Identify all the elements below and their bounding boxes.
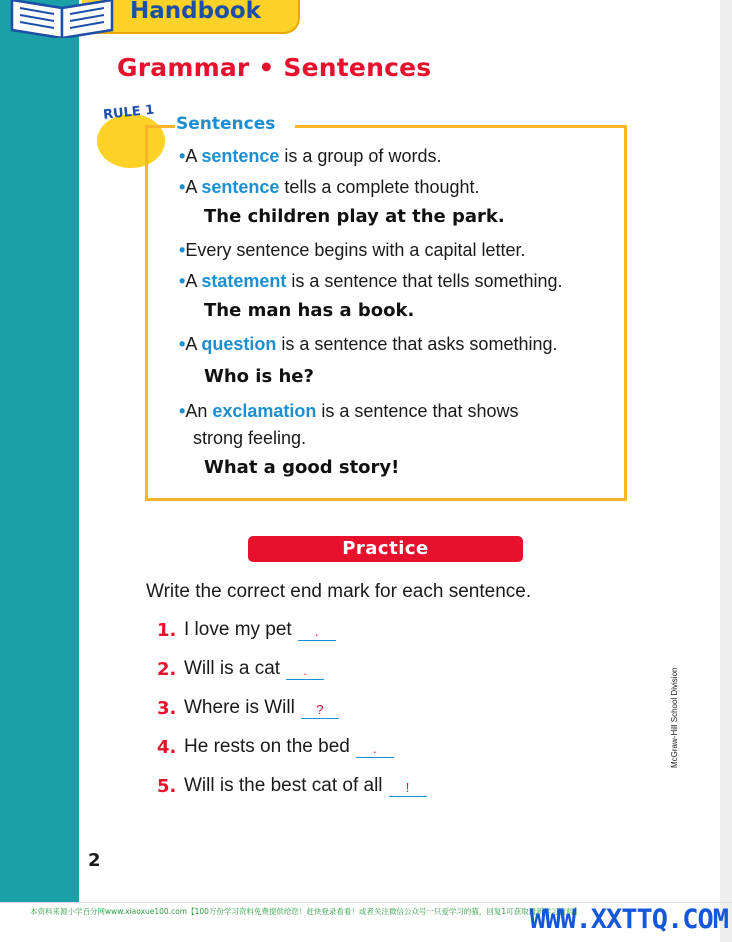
rule-label [101, 100, 161, 124]
example-sentence: The children play at the park. [204, 206, 505, 227]
item-text: I love my pet [184, 619, 292, 640]
rule-bullet-continued: strong feeling. [193, 428, 307, 448]
item-number: 5. [157, 776, 177, 797]
item-text: Will is a cat [184, 658, 281, 679]
answer-blank[interactable]: ! [389, 780, 427, 797]
example-sentence: Who is he? [204, 366, 314, 387]
practice-instruction: Write the correct end mark for each sentence. [146, 581, 532, 602]
bullet-dot: • [179, 146, 186, 166]
practice-item [157, 656, 324, 680]
rule-bullet: •A sentence is a group of words. [179, 146, 442, 166]
key-term: exclamation [212, 401, 317, 421]
right-page-edge [720, 0, 732, 942]
answer-blank[interactable]: . [298, 624, 336, 641]
footer-divider [0, 902, 732, 903]
bullet-dot: • [179, 401, 186, 421]
item-text: Where is Will [184, 697, 295, 718]
item-number: 1. [157, 620, 177, 641]
rule-bullet: •A statement is a sentence that tells something. [179, 271, 563, 291]
example-sentence: What a good story! [204, 457, 400, 478]
rule-heading: Sentences [176, 114, 276, 134]
svg-text:RULE 1: RULE 1 [102, 102, 156, 123]
practice-label: Practice [342, 538, 429, 559]
bullet-dot: • [179, 177, 186, 197]
page-title: Grammar • Sentences [117, 53, 432, 82]
key-term: sentence [201, 146, 280, 166]
answer-blank[interactable]: ? [301, 702, 339, 719]
practice-item [157, 695, 339, 719]
footer-source-text: 本资料来源小学百分网www.xiaoxue100.com【100万份学习资料免费提供给您！赶快登录看看！或者关注微信公众号一只爱学习的猫，回复1可获取最新学习资料】 [30, 907, 582, 916]
answer-blank[interactable]: . [286, 663, 324, 680]
key-term: question [201, 334, 277, 354]
key-term: statement [201, 271, 287, 291]
bullet-dot: • [179, 240, 186, 260]
example-sentence: The man has a book. [204, 300, 415, 321]
rule-bullet: •Every sentence begins with a capital letter. [179, 240, 526, 260]
open-book-icon [4, 0, 122, 38]
practice-item [157, 734, 394, 758]
watermark: WWW.XXTTQ.COM [529, 904, 728, 935]
answer-blank[interactable]: . [356, 741, 394, 758]
item-number: 4. [157, 737, 177, 758]
rule-bullet: •A question is a sentence that asks something. [179, 334, 558, 354]
page-number: 2 [88, 850, 101, 871]
practice-banner [248, 536, 523, 562]
left-color-stripe [0, 0, 79, 902]
item-text: Will is the best cat of all [184, 775, 383, 796]
rule-box-top-left [145, 125, 175, 128]
bullet-dot: • [179, 271, 186, 291]
practice-item [157, 773, 427, 797]
rule-bullet: •A sentence tells a complete thought. [179, 177, 480, 197]
publisher-credit: McGraw-Hill School Division [670, 667, 679, 768]
rule-box-top-line [295, 125, 627, 128]
practice-item [157, 617, 336, 641]
rule-bullet: •An exclamation is a sentence that shows [179, 401, 519, 421]
handbook-title: Handbook [130, 0, 261, 24]
bullet-dot: • [179, 334, 186, 354]
item-number: 2. [157, 659, 177, 680]
item-text: He rests on the bed [184, 736, 350, 757]
item-number: 3. [157, 698, 177, 719]
key-term: sentence [201, 177, 280, 197]
